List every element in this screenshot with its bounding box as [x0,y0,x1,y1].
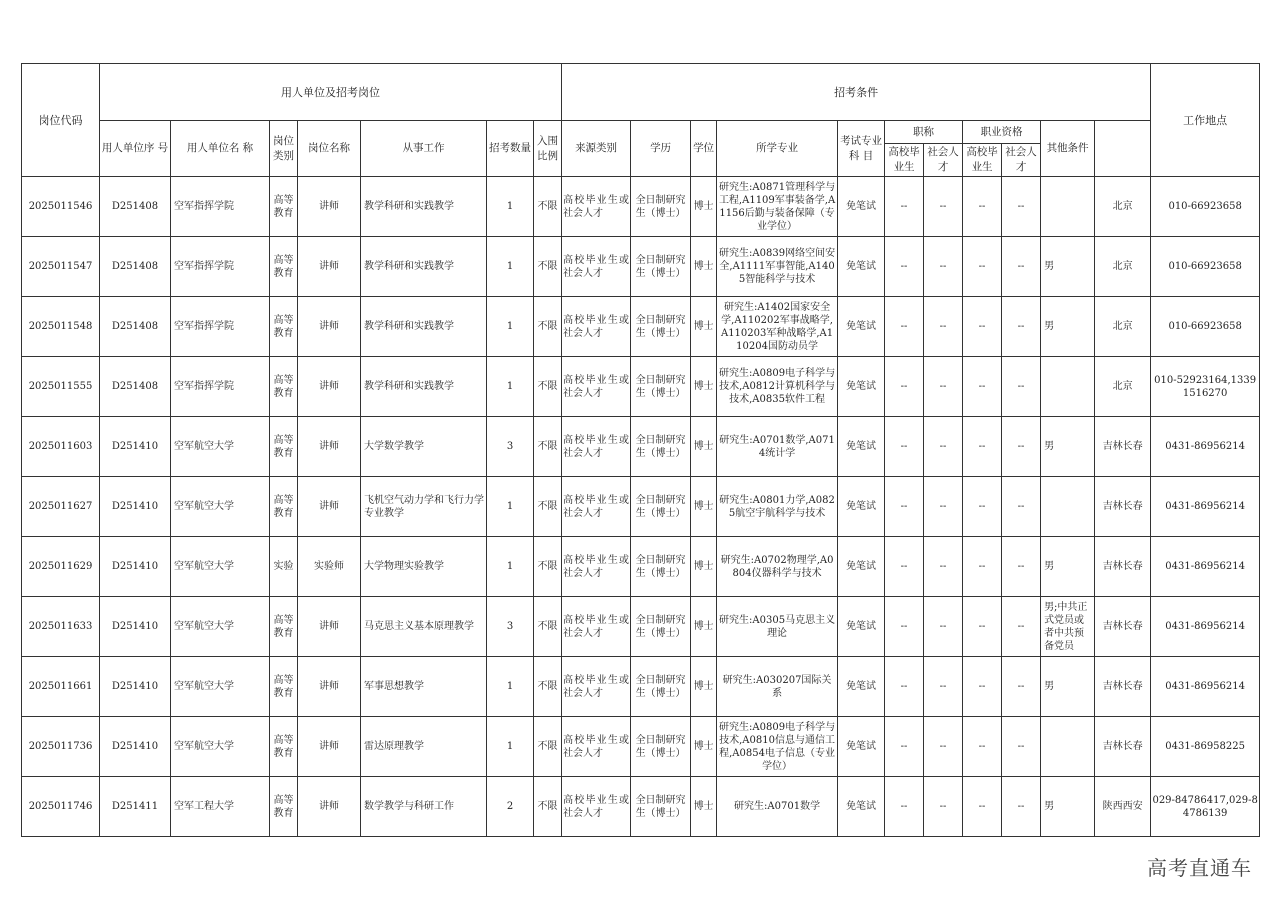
cell-major: 研究生:A1402国家安全学,A110202军事战略学,A110203军种战略学,A110204国防动员学 [717,297,838,357]
cell-duty: 教学科研和实践教学 [361,177,487,237]
cell-qual-social: -- [1002,477,1041,537]
cell-type: 高等教育 [270,717,298,777]
cell-source: 高校毕业生或社会人才 [562,297,631,357]
table-row [22,237,1260,297]
cell-other: 男 [1041,297,1095,357]
cell-major: 研究生:A0801力学,A0825航空宇航科学与技术 [717,477,838,537]
cell-edu: 全日制研究生（博士） [631,657,691,717]
cell-code: 2025011555 [22,357,100,417]
cell-qual-grad: -- [963,357,1002,417]
cell-count: 2 [487,777,534,837]
cell-ratio: 不限 [534,177,562,237]
header-title-grad: 高校毕业生 [885,144,924,177]
cell-other: 男 [1041,657,1095,717]
cell-qual-social: -- [1002,357,1041,417]
cell-qual-social: -- [1002,177,1041,237]
cell-source: 高校毕业生或社会人才 [562,717,631,777]
cell-title-social: -- [924,657,963,717]
cell-duty: 马克思主义基本原理教学 [361,597,487,657]
cell-place: 陕西西安 [1095,777,1151,837]
header-source: 来源类别 [562,121,631,177]
cell-seq: D251411 [100,777,171,837]
cell-title-grad: -- [885,717,924,777]
cell-post: 讲师 [298,357,361,417]
cell-count: 3 [487,417,534,477]
cell-qual-grad: -- [963,417,1002,477]
cell-title-grad: -- [885,297,924,357]
cell-qual-grad: -- [963,297,1002,357]
cell-type: 高等教育 [270,237,298,297]
cell-qual-grad: -- [963,717,1002,777]
cell-source: 高校毕业生或社会人才 [562,417,631,477]
cell-major: 研究生:A0871管理科学与工程,A1109军事装备学,A1156后勤与装备保障（专业学位） [717,177,838,237]
cell-duty: 大学数学教学 [361,417,487,477]
cell-code: 2025011603 [22,417,100,477]
cell-duty: 数学教学与科研工作 [361,777,487,837]
cell-qual-social: -- [1002,777,1041,837]
table-row [22,597,1260,657]
cell-post: 讲师 [298,177,361,237]
cell-title-social: -- [924,717,963,777]
cell-count: 1 [487,357,534,417]
cell-source: 高校毕业生或社会人才 [562,597,631,657]
table-row [22,417,1260,477]
cell-seq: D251410 [100,477,171,537]
cell-place: 吉林长春 [1095,537,1151,597]
cell-unit: 空军航空大学 [171,657,270,717]
cell-edu: 全日制研究生（博士） [631,597,691,657]
cell-exam: 免笔试 [838,357,885,417]
cell-title-grad: -- [885,657,924,717]
cell-unit: 空军航空大学 [171,417,270,477]
header-group-conditions: 招考条件 [562,64,1151,121]
table-row [22,297,1260,357]
cell-code: 2025011546 [22,177,100,237]
header-duty: 从事工作 [361,121,487,177]
cell-unit: 空军工程大学 [171,777,270,837]
cell-edu: 全日制研究生（博士） [631,177,691,237]
cell-type: 高等教育 [270,777,298,837]
cell-major: 研究生:A030207国际关系 [717,657,838,717]
cell-ratio: 不限 [534,357,562,417]
cell-unit: 空军航空大学 [171,717,270,777]
cell-post: 讲师 [298,297,361,357]
header-degree: 学位 [691,121,717,177]
cell-qual-grad: -- [963,237,1002,297]
cell-unit: 空军指挥学院 [171,297,270,357]
header-post-type: 岗位类别 [270,121,298,177]
cell-phone: 0431-86956214 [1151,417,1260,477]
cell-title-grad: -- [885,597,924,657]
cell-edu: 全日制研究生（博士） [631,237,691,297]
cell-major: 研究生:A0305马克思主义理论 [717,597,838,657]
cell-major: 研究生:A0701数学 [717,777,838,837]
header-code: 岗位代码 [22,64,100,177]
cell-degree: 博士 [691,417,717,477]
header-work-place: 工作地点 [1151,64,1260,177]
cell-title-social: -- [924,597,963,657]
header-other: 其他条件 [1041,121,1095,177]
cell-duty: 军事思想教学 [361,657,487,717]
cell-edu: 全日制研究生（博士） [631,417,691,477]
cell-source: 高校毕业生或社会人才 [562,777,631,837]
cell-count: 3 [487,597,534,657]
cell-unit: 空军航空大学 [171,537,270,597]
cell-count: 1 [487,237,534,297]
cell-code: 2025011661 [22,657,100,717]
cell-post: 讲师 [298,717,361,777]
table-row [22,657,1260,717]
cell-unit: 空军指挥学院 [171,177,270,237]
cell-place: 吉林长春 [1095,417,1151,477]
header-education: 学历 [631,121,691,177]
cell-duty: 教学科研和实践教学 [361,237,487,297]
cell-code: 2025011746 [22,777,100,837]
cell-code: 2025011629 [22,537,100,597]
cell-title-grad: -- [885,177,924,237]
cell-seq: D251410 [100,597,171,657]
cell-source: 高校毕业生或社会人才 [562,657,631,717]
cell-duty: 教学科研和实践教学 [361,297,487,357]
cell-duty: 大学物理实验教学 [361,537,487,597]
cell-count: 1 [487,297,534,357]
cell-qual-grad: -- [963,477,1002,537]
cell-phone: 0431-86958225 [1151,717,1260,777]
cell-source: 高校毕业生或社会人才 [562,357,631,417]
cell-edu: 全日制研究生（博士） [631,297,691,357]
cell-source: 高校毕业生或社会人才 [562,177,631,237]
cell-other: 男 [1041,237,1095,297]
header-qual-group: 职业资格 [963,121,1041,144]
cell-qual-social: -- [1002,717,1041,777]
cell-qual-grad: -- [963,177,1002,237]
cell-title-grad: -- [885,537,924,597]
cell-phone: 010-66923658 [1151,297,1260,357]
cell-place: 吉林长春 [1095,477,1151,537]
cell-title-grad: -- [885,777,924,837]
cell-qual-grad: -- [963,657,1002,717]
header-title-group: 职称 [885,121,963,144]
cell-qual-grad: -- [963,777,1002,837]
cell-source: 高校毕业生或社会人才 [562,477,631,537]
cell-title-social: -- [924,777,963,837]
cell-title-social: -- [924,177,963,237]
cell-seq: D251410 [100,657,171,717]
cell-other [1041,717,1095,777]
header-count: 招考数量 [487,121,534,177]
cell-exam: 免笔试 [838,177,885,237]
cell-ratio: 不限 [534,417,562,477]
cell-other [1041,177,1095,237]
cell-major: 研究生:A0701数学,A0714统计学 [717,417,838,477]
cell-degree: 博士 [691,657,717,717]
cell-type: 高等教育 [270,297,298,357]
header-qual-social: 社会人才 [1002,144,1041,177]
cell-qual-social: -- [1002,297,1041,357]
header-group-unit: 用人单位及招考岗位 [100,64,562,121]
cell-unit: 空军指挥学院 [171,237,270,297]
cell-edu: 全日制研究生（博士） [631,477,691,537]
cell-place: 吉林长春 [1095,657,1151,717]
cell-type: 实验 [270,537,298,597]
header-ratio: 入围比例 [534,121,562,177]
cell-major: 研究生:A0839网络空间安全,A1111军事智能,A1405智能科学与技术 [717,237,838,297]
cell-exam: 免笔试 [838,477,885,537]
cell-phone: 029-84786417,029-84786139 [1151,777,1260,837]
cell-ratio: 不限 [534,717,562,777]
cell-phone: 010-52923164,13391516270 [1151,357,1260,417]
table-row [22,177,1260,237]
cell-other [1041,477,1095,537]
cell-title-social: -- [924,537,963,597]
cell-phone: 0431-86956214 [1151,657,1260,717]
cell-place: 北京 [1095,297,1151,357]
cell-place: 北京 [1095,237,1151,297]
cell-code: 2025011548 [22,297,100,357]
cell-edu: 全日制研究生（博士） [631,717,691,777]
table-row [22,357,1260,417]
cell-exam: 免笔试 [838,417,885,477]
cell-exam: 免笔试 [838,597,885,657]
cell-other: 男 [1041,417,1095,477]
cell-exam: 免笔试 [838,777,885,837]
cell-ratio: 不限 [534,477,562,537]
table-row [22,477,1260,537]
cell-other [1041,357,1095,417]
cell-qual-social: -- [1002,597,1041,657]
watermark-text: 高考直通车 [1147,856,1252,880]
cell-seq: D251408 [100,297,171,357]
cell-major: 研究生:A0809电子科学与技术,A0812计算机科学与技术,A0835软件工程 [717,357,838,417]
cell-phone: 0431-86956214 [1151,597,1260,657]
cell-title-grad: -- [885,417,924,477]
recruitment-table [21,63,1260,837]
cell-exam: 免笔试 [838,657,885,717]
cell-duty: 雷达原理教学 [361,717,487,777]
cell-major: 研究生:A0809电子科学与技术,A0810信息与通信工程,A0854电子信息（专业学位） [717,717,838,777]
cell-post: 讲师 [298,777,361,837]
header-exam: 考试专业科 目 [838,121,885,177]
cell-title-social: -- [924,297,963,357]
cell-title-grad: -- [885,237,924,297]
cell-unit: 空军指挥学院 [171,357,270,417]
cell-seq: D251408 [100,357,171,417]
cell-title-grad: -- [885,477,924,537]
cell-qual-grad: -- [963,537,1002,597]
cell-post: 讲师 [298,597,361,657]
cell-degree: 博士 [691,297,717,357]
cell-type: 高等教育 [270,477,298,537]
cell-unit: 空军航空大学 [171,477,270,537]
header-post-name: 岗位名称 [298,121,361,177]
cell-seq: D251410 [100,417,171,477]
cell-qual-social: -- [1002,657,1041,717]
cell-seq: D251408 [100,237,171,297]
cell-qual-social: -- [1002,417,1041,477]
cell-qual-social: -- [1002,237,1041,297]
cell-post: 讲师 [298,237,361,297]
cell-degree: 博士 [691,477,717,537]
cell-unit: 空军航空大学 [171,597,270,657]
header-qual-grad: 高校毕业生 [963,144,1002,177]
cell-ratio: 不限 [534,777,562,837]
cell-phone: 0431-86956214 [1151,537,1260,597]
header-unit-name: 用人单位名 称 [171,121,270,177]
cell-post: 实验师 [298,537,361,597]
cell-ratio: 不限 [534,297,562,357]
cell-degree: 博士 [691,537,717,597]
cell-exam: 免笔试 [838,717,885,777]
cell-exam: 免笔试 [838,297,885,357]
cell-other: 男;中共正式党员或者中共预备党员 [1041,597,1095,657]
header-unit-seq: 用人单位序 号 [100,121,171,177]
cell-code: 2025011547 [22,237,100,297]
cell-source: 高校毕业生或社会人才 [562,537,631,597]
cell-source: 高校毕业生或社会人才 [562,237,631,297]
cell-title-social: -- [924,417,963,477]
cell-other: 男 [1041,537,1095,597]
cell-exam: 免笔试 [838,537,885,597]
cell-ratio: 不限 [534,657,562,717]
table-row [22,717,1260,777]
cell-seq: D251410 [100,537,171,597]
cell-seq: D251408 [100,177,171,237]
cell-degree: 博士 [691,177,717,237]
cell-count: 1 [487,717,534,777]
cell-qual-grad: -- [963,597,1002,657]
cell-type: 高等教育 [270,597,298,657]
cell-type: 高等教育 [270,417,298,477]
cell-count: 1 [487,477,534,537]
header-title-social: 社会人才 [924,144,963,177]
cell-type: 高等教育 [270,357,298,417]
cell-degree: 博士 [691,597,717,657]
cell-post: 讲师 [298,657,361,717]
cell-code: 2025011627 [22,477,100,537]
cell-degree: 博士 [691,777,717,837]
cell-count: 1 [487,177,534,237]
cell-type: 高等教育 [270,657,298,717]
cell-post: 讲师 [298,417,361,477]
cell-phone: 010-66923658 [1151,237,1260,297]
cell-title-social: -- [924,477,963,537]
cell-ratio: 不限 [534,537,562,597]
cell-duty: 飞机空气动力学和飞行力学专业教学 [361,477,487,537]
cell-type: 高等教育 [270,177,298,237]
cell-edu: 全日制研究生（博士） [631,537,691,597]
cell-major: 研究生:A0702物理学,A0804仪器科学与技术 [717,537,838,597]
cell-count: 1 [487,537,534,597]
cell-qual-social: -- [1002,537,1041,597]
table-row [22,537,1260,597]
cell-title-social: -- [924,357,963,417]
cell-ratio: 不限 [534,237,562,297]
cell-code: 2025011633 [22,597,100,657]
header-major: 所学专业 [717,121,838,177]
cell-duty: 教学科研和实践教学 [361,357,487,417]
cell-phone: 010-66923658 [1151,177,1260,237]
cell-edu: 全日制研究生（博士） [631,777,691,837]
cell-place: 吉林长春 [1095,717,1151,777]
cell-post: 讲师 [298,477,361,537]
cell-count: 1 [487,657,534,717]
cell-degree: 博士 [691,237,717,297]
cell-seq: D251410 [100,717,171,777]
cell-degree: 博士 [691,717,717,777]
cell-degree: 博士 [691,357,717,417]
cell-title-social: -- [924,237,963,297]
cell-place: 吉林长春 [1095,597,1151,657]
cell-place: 北京 [1095,177,1151,237]
cell-exam: 免笔试 [838,237,885,297]
cell-edu: 全日制研究生（博士） [631,357,691,417]
cell-ratio: 不限 [534,597,562,657]
cell-title-grad: -- [885,357,924,417]
cell-place: 北京 [1095,357,1151,417]
table-row [22,777,1260,837]
cell-phone: 0431-86956214 [1151,477,1260,537]
cell-code: 2025011736 [22,717,100,777]
cell-other: 男 [1041,777,1095,837]
